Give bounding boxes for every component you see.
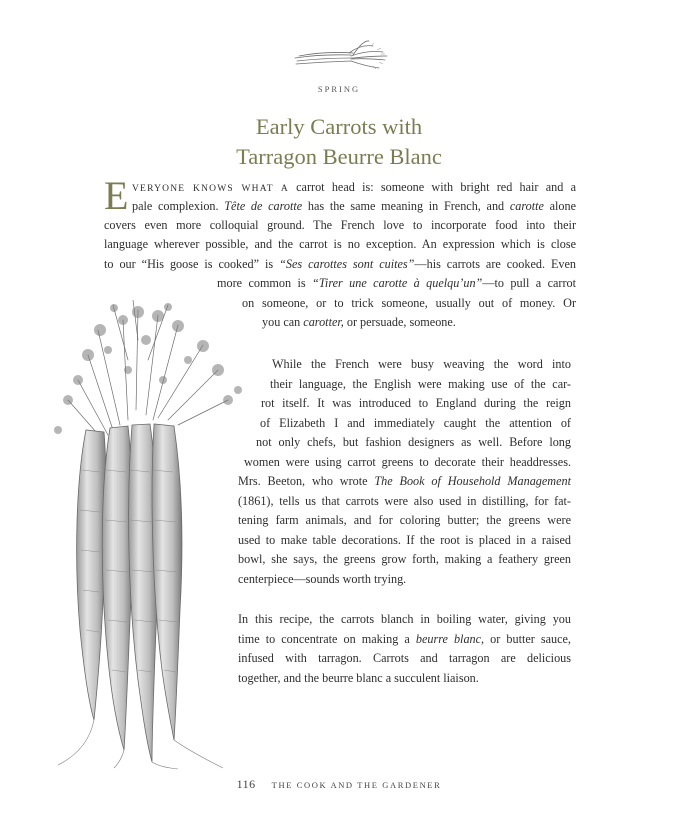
paragraph-line bbox=[104, 216, 576, 236]
paragraph-line bbox=[104, 235, 576, 255]
paragraph-line: In this recipe, the carrots blanch in boiling water, giving you bbox=[238, 612, 571, 626]
paragraph-line: used to make table decorations. If the root is placed in a raised bbox=[238, 533, 571, 547]
text-run: on someone, or to trick someone, usually out of money. Or bbox=[242, 296, 576, 310]
text-run: to our “His goose is cooked” is bbox=[104, 257, 280, 271]
paragraph-line: together, and the beurre blanc a succulent liaison. bbox=[238, 671, 479, 685]
text-run: pale complexion. bbox=[132, 199, 225, 213]
italic-run: “Tirer une carotte à quelqu’un” bbox=[312, 276, 483, 290]
paragraph-line bbox=[217, 274, 576, 294]
italic-run: beurre blanc, bbox=[415, 632, 485, 646]
paragraph-line bbox=[104, 255, 576, 275]
paragraph-line: rot itself. It was introduced to England during the reign bbox=[261, 396, 571, 410]
paragraph-line: women were using carrot greens to decorate their headdresses. bbox=[244, 455, 571, 469]
paragraph-line bbox=[132, 178, 576, 198]
paragraph-line: of Elizabeth I and immediately caught the attention of bbox=[260, 416, 571, 430]
paragraph-line: centerpiece—sounds worth trying. bbox=[238, 572, 407, 586]
carrots-illustration-icon bbox=[28, 300, 258, 770]
text-run: Mrs. Beeton, who wrote bbox=[238, 474, 375, 488]
paragraph-line: (1861), tells us that carrots were also used in distilling, for fat- bbox=[238, 494, 571, 508]
paragraph-line bbox=[242, 294, 576, 314]
paragraph-line bbox=[132, 197, 576, 217]
text-run: carrot head is: someone with bright red hair and a bbox=[288, 180, 577, 194]
italic-run: carotte bbox=[509, 199, 544, 213]
title-line-2: Tarragon Beurre Blanc bbox=[236, 144, 442, 169]
text-run: language wherever possible, and the carrot is no exception. An expression which is close bbox=[104, 237, 576, 251]
italic-run: carotter, bbox=[303, 315, 344, 329]
paragraph-line bbox=[238, 472, 571, 492]
page-number: 116 bbox=[236, 777, 256, 791]
paragraph-line bbox=[262, 313, 576, 333]
italic-run: “Ses carottes sont cuites” bbox=[279, 257, 415, 271]
page-title bbox=[0, 112, 678, 172]
text-run: alone bbox=[543, 199, 576, 213]
carrot-bundle-icon bbox=[291, 38, 389, 76]
paragraph-line: bowl, she says, the greens grow forth, making a feathery green bbox=[238, 552, 571, 566]
text-run: —his carrots are cooked. Even bbox=[414, 257, 577, 271]
small-caps-opening: VERYONE KNOWS WHAT A bbox=[132, 184, 289, 194]
text-run: more common is bbox=[217, 276, 313, 290]
text-run: covers even more colloquial ground. The French love to incorporate food into their bbox=[104, 218, 576, 232]
paragraph-line: tening farm animals, and for coloring butter; the greens were bbox=[238, 513, 571, 527]
text-run: has the same meaning in French, and bbox=[302, 199, 510, 213]
text-run: time to concentrate on making a bbox=[238, 632, 416, 646]
text-run: —to pull a carrot bbox=[482, 276, 577, 290]
italic-run: Tête de carotte bbox=[224, 199, 303, 213]
page-footer bbox=[0, 777, 678, 792]
paragraph-line: infused with tarragon. Carrots and tarragon are delicious bbox=[238, 651, 571, 665]
paragraph-line: their language, the English were making use of the car- bbox=[270, 377, 571, 391]
paragraph-line bbox=[238, 630, 571, 650]
text-run: or persuade, someone. bbox=[343, 315, 456, 329]
section-label: SPRING bbox=[317, 84, 361, 94]
running-title: THE COOK AND THE GARDENER bbox=[271, 780, 442, 790]
text-run: or butter sauce, bbox=[484, 632, 571, 646]
paragraph-line: not only chefs, but fashion designers as well. Before long bbox=[256, 435, 571, 449]
drop-cap: E bbox=[104, 173, 129, 218]
text-run: you can bbox=[262, 315, 304, 329]
title-line-1: Early Carrots with bbox=[255, 114, 423, 139]
book-title: The Book of Household Management bbox=[374, 474, 571, 488]
paragraph-line: While the French were busy weaving the word into bbox=[272, 357, 571, 371]
